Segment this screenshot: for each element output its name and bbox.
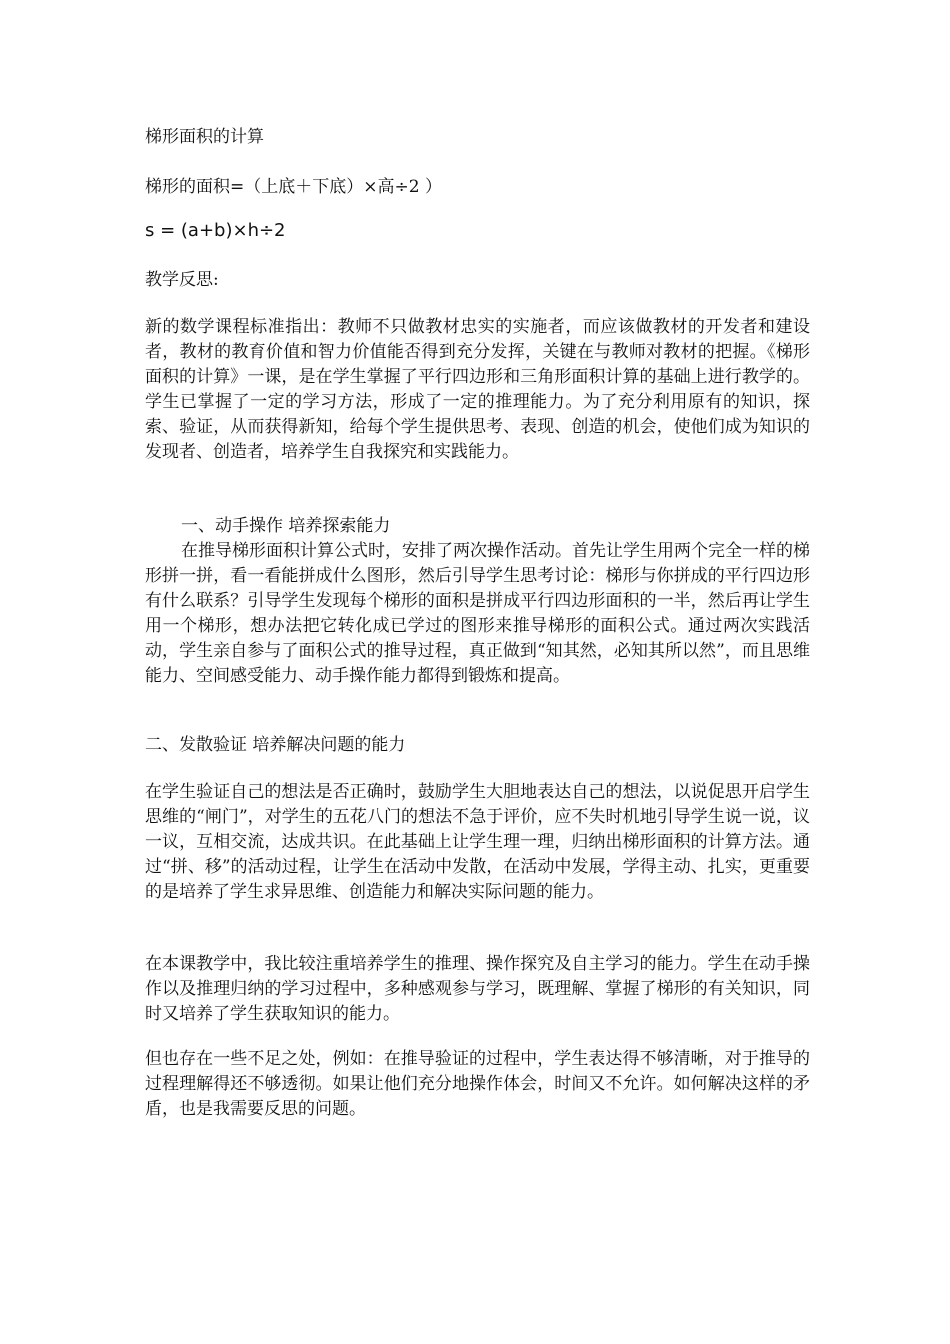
formula-symbolic: s = (a+b)×h÷2 bbox=[145, 220, 286, 241]
formula-chinese: 梯形的面积=（上底＋下底）×高÷2 ） bbox=[145, 177, 442, 197]
section2-paragraph: 在学生验证自己的想法是否正确时，鼓励学生大胆地表达自己的想法，以说促思开启学生思维的“闸门”，对学生的五花八门的想法不急于评价，应不失时机地引导学生说一说，议一议，互相交流，达成共识。在此基础上让学生理一理，归纳出梯形面积的计算方法。通过“拼、移”的活动过程，让学生在活动中发散，在活动中发展，学得主动、扎实，更重要的是培养了学生求异思维、创造能力和解决实际问题的能力。 bbox=[145, 782, 810, 902]
section2-heading: 二、发散验证 培养解决问题的能力 bbox=[145, 735, 406, 755]
paragraph-4: 在本课教学中，我比较注重培养学生的推理、操作探究及自主学习的能力。学生在动手操作以及推理归纳的学习过程中，多种感观参与学习，既理解、掌握了梯形的有关知识，同时又培养了学生获取知识的能力。 bbox=[145, 954, 810, 1024]
document-title: 梯形面积的计算 bbox=[145, 127, 264, 147]
paragraph-5: 但也存在一些不足之处，例如：在推导验证的过程中，学生表达得不够清晰，对于推导的过程理解得还不够透彻。如果让他们充分地操作体会，时间又不允许。如何解决这样的矛盾，也是我需要反思的问题。 bbox=[145, 1049, 810, 1119]
intro-paragraph: 新的数学课程标准指出：教师不只做教材忠实的实施者，而应该做教材的开发者和建设者，教材的教育价值和智力价值能否得到充分发挥，关键在与教师对教材的把握。《梯形面积的计算》一课，是在学生掌握了平行四边形和三角形面积计算的基础上进行教学的。学生已掌握了一定的学习方法，形成了一定的推理能力。为了充分利用原有的知识，探索、验证，从而获得新知，给每个学生提供思考、表现、创造的机会，使他们成为知识的发现者、创造者，培养学生自我探究和实践能力。 bbox=[145, 317, 810, 462]
section1-paragraph: 在推导梯形面积计算公式时，安排了两次操作活动。首先让学生用两个完全一样的梯形拼一拼，看一看能拼成什么图形，然后引导学生思考讨论：梯形与你拼成的平行四边形有什么联系？引导学生发现每个梯形的面积是拼成平行四边形面积的一半，然后再让学生用一个梯形，想办法把它转化成已学过的图形来推导梯形的面积公式。通过两次实践活动，学生亲自参与了面积公式的推导过程，真正做到“知其然，必知其所以然”，而且思维能力、空间感受能力、动手操作能力都得到锻炼和提高。 bbox=[145, 541, 810, 686]
section1-heading: 一、动手操作 培养探索能力 bbox=[181, 516, 391, 536]
reflection-heading: 教学反思: bbox=[145, 270, 219, 290]
